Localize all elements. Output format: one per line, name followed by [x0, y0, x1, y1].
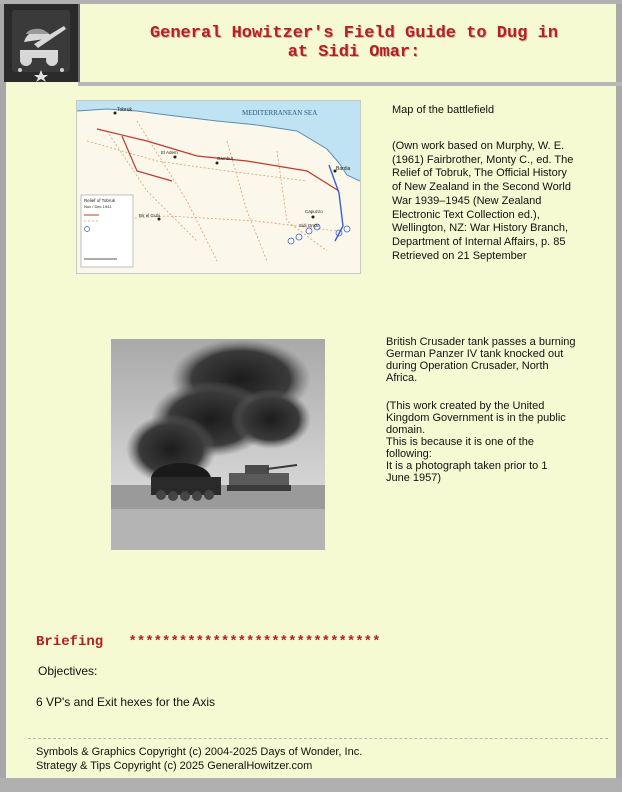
briefing-stars: ****************************** — [128, 634, 381, 650]
footer-divider — [28, 738, 608, 739]
objectives-label: Objectives: — [38, 664, 98, 678]
briefing-title: Briefing — [36, 634, 104, 650]
footer-line-2: Strategy & Tips Copyright (c) 2025 GeneralHowitzer.com — [36, 760, 313, 772]
battlefield-map — [76, 100, 361, 274]
map-caption: Map of the battlefield — [392, 104, 495, 116]
photo-caption: British Crusader tank passes a burning German Panzer IV tank knocked out during Operation Crusader, North Africa. — [386, 336, 576, 384]
objectives-text: 6 VP's and Exit hexes for the Axis — [36, 695, 216, 709]
header-divider — [78, 82, 622, 86]
map-label-bir-el-gubi: Bir el Gubi — [139, 213, 161, 218]
map-source: (Own work based on Murphy, W. E. (1961) Fairbrother, Monty C., ed. The Relief of Tobruk, The Official History of New Zealand in the Second World War 1939–1945 (New Zealand Electronic Text Collection ed.), Wellington, NZ: War History Branch, Department of Internal Affairs, p. 85 Retrieved on 21 September — [392, 140, 574, 262]
map-label-tobruk: Tobruk — [117, 107, 133, 113]
map-label-sidi-omar: Sidi Omar — [299, 223, 320, 228]
right-border — [616, 0, 622, 792]
photo-source-line-2: This is because it is one of the following: — [386, 436, 534, 460]
photo-source-line-3: It is a photograph taken prior to 1 June 1957) — [386, 460, 548, 484]
howitzer-logo-icon — [4, 4, 80, 82]
photo-source — [386, 400, 566, 484]
title-line-1: General Howitzer's Field Guide to Dug in — [149, 24, 559, 43]
briefing-heading — [36, 634, 380, 650]
photo-source-line-1: (This work created by the United Kingdom Government is in the public domain. — [386, 400, 566, 436]
top-border — [0, 0, 622, 4]
footer — [36, 745, 362, 773]
map-legend-title: Relief of Tobruk — [84, 198, 116, 203]
map-legend-date: Nov / Dec 1941 — [84, 204, 112, 209]
left-border — [0, 0, 6, 792]
map-label-el-adem: El Adem — [161, 150, 178, 155]
bottom-border — [0, 778, 622, 792]
map-label-capuzzo: Capuzzo — [305, 209, 323, 214]
map-label-sea: MEDITERRANEAN SEA — [242, 109, 318, 117]
title-line-2: at Sidi Omar: — [287, 43, 421, 62]
map-label-gambut: Gambut — [217, 156, 234, 161]
page-title — [86, 24, 622, 62]
map-label-bardia: Bardia — [336, 166, 351, 172]
footer-line-1: Symbols & Graphics Copyright (c) 2004-2025 Days of Wonder, Inc. — [36, 746, 363, 758]
tank-photo — [111, 339, 325, 550]
